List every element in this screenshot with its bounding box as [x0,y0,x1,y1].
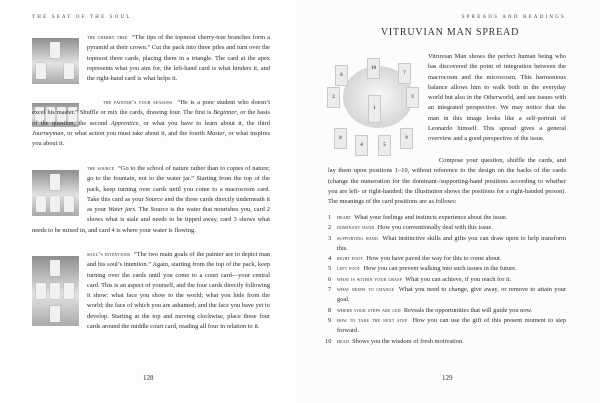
page-number: 129 [442,374,453,382]
list-item [328,223,566,233]
section-text: , or what action you must take about it, and the fourth [63,129,207,137]
position-meaning: What you need to change, give away, or remove to attain your goal. [337,286,566,304]
section-heading: the source [87,166,115,172]
position-label: heart [337,215,352,221]
position-meaning: How you can prevent walking into such issues in the future. [363,265,517,273]
list-item [328,316,566,337]
section-text: “The tips of the topmost cherry-tree branches form a pyramid at their crown.” Cut the pack into three piles and turn over the topmost three cards, placing them in a triangle. The card at the apex represents what you aim for, the left-hand card is what hinders it, and the right-hand card is what helps it. [87,34,271,83]
section-heading: soul’s intentions [87,252,131,258]
position-label: head [337,338,349,345]
position-label: how to take the next step [337,317,408,324]
position-meaning: What you can achieve, if you reach for it. [405,275,512,283]
position-number: 5 [328,265,332,273]
position-meaning: How you have paved the way for this to come about. [366,255,502,263]
term: Journeyman [32,129,64,137]
position-label: where your steps are led [337,307,401,314]
position-card-5: 5 [378,135,391,156]
list-item [328,254,566,264]
section-text: “He is a poor student who doesn’t excel his master.” Shuffle or mix the cards, drawing four. The first is [32,99,270,117]
list-item [328,306,566,316]
vitruvian-man-spread-diagram [325,52,425,162]
position-meaning: Reveals the opportunities that will guide you now. [403,306,533,314]
section-text: , or what inspires you about it. [32,129,270,148]
position-meanings-list [325,213,566,347]
section-text: “The two main goals of the painter are to depict man and his soul’s intention.” Again, starting from the top of the pack, keep turning over the cards until you come to a court card—your central card. This is an aspect of yourself, and the four cards directly following it show: what face you show to the world; what you hide from the world; the face of which you are ashamed; and the face you have yet to develop. Starting at the top and moving clockwise, place these four cards around the middle court card, reading all four in relation to it. [87,251,271,331]
position-card-9: 9 [400,128,413,149]
position-card-1: 1 [368,95,381,123]
section-painters-four-seasons [32,98,270,149]
running-head: THE SEAT OF THE SOUL [32,15,132,20]
position-label: dominant hand [337,225,375,232]
term: Source [145,195,163,203]
position-number: 2 [328,224,332,232]
instructions-paragraph: Compose your question, shuffle the cards, and lay them upon positions 1–10, without reference to the design on the backs of the cards (change the numeration for the dominant-/supporting-hand positions according to whether you are left- or right-handed; the illustration shows the positions for a right-handed person). The meanings of the card positions are as follows: [328,157,566,206]
position-label: right foot [337,256,364,263]
list-item [325,337,566,347]
position-number: 6 [328,275,332,283]
term: Apprentice [110,119,139,127]
position-label: what needs to change [337,287,395,294]
running-head: SPREADS AND READINGS [461,15,566,20]
position-card-2: 2 [327,87,340,108]
intro-paragraph: Vitruvian Man shows the perfect human being who has discovered the point of integration between the macrocosm and the microcosm. This harmonious balance allows him to walk both in the everyday world but also in the Otherworld, and see issues with an integrated perspective. We may notice that the man in this image looks like a self-portrait of Leonardo himself. This spread gives a general overview and a good perspective of the issue. [428,53,566,143]
section-text: “Go to the school of nature rather than to copies of nature; go to the fountain, not to the water jar.” Starting from the top of the pack, keep turning over cards until you come to a macrocosm card. Take this card as your [87,165,270,203]
list-item [328,264,566,274]
cherry-tree-spread-illustration [32,38,79,84]
position-card-8: 8 [334,128,347,149]
position-number: 4 [328,255,332,263]
position-card-4: 4 [355,135,368,156]
position-number: 9 [328,316,332,324]
position-card-6: 6 [335,65,348,86]
position-number: 7 [328,286,332,294]
page-number: 128 [143,374,154,382]
section-cherry-tree [87,33,270,84]
position-meaning: What your feelings and instincts experience about the issue. [354,214,508,221]
section-the-source [32,164,270,236]
position-card-10: 10 [367,58,380,79]
right-page [300,0,600,403]
position-label: what is within your grasp [337,276,402,283]
position-meaning: How you can use the gift of this present moment to step forward. [337,316,566,335]
position-label: supporting hand [337,235,379,242]
list-item [328,234,566,255]
position-number: 10 [325,337,332,345]
term: Master [206,129,225,137]
term: Beginner [213,109,237,117]
position-label: left foot [337,266,361,273]
section-souls-intentions [32,250,270,332]
position-card-7: 7 [398,63,411,84]
position-number: 1 [328,214,332,221]
list-item [328,275,566,285]
list-item [328,213,566,223]
section-heading: the cherry tree [87,35,128,41]
page-title: VITRUVIAN MAN SPREAD [380,27,520,38]
position-number: 8 [328,306,332,314]
position-meaning: Shows you the wisdom of fresh motivation. [352,337,464,345]
section-text: . The Source is the water that nourishes you, card 2 shows what is stale and needs to be tipped away, card 3 shows what needs to be mixed in, and card 4 is where your water is flowing. [32,206,271,234]
position-card-3: 3 [406,87,419,108]
position-number: 3 [328,234,332,242]
position-meaning: What instinctive skills and gifts you can draw upon to help transform this. [337,234,566,252]
section-text: , or what you have to learn about it, the third [138,119,270,127]
section-text: and the three cards directly underneath it as your [87,195,270,214]
section-text: , or the basis of the question, the second [32,109,270,127]
list-item [328,285,566,306]
section-heading: the painter’s four seasons [103,100,173,106]
position-meaning: How you conventionally deal with this issue. [377,224,493,232]
term: Water jars [108,206,136,214]
